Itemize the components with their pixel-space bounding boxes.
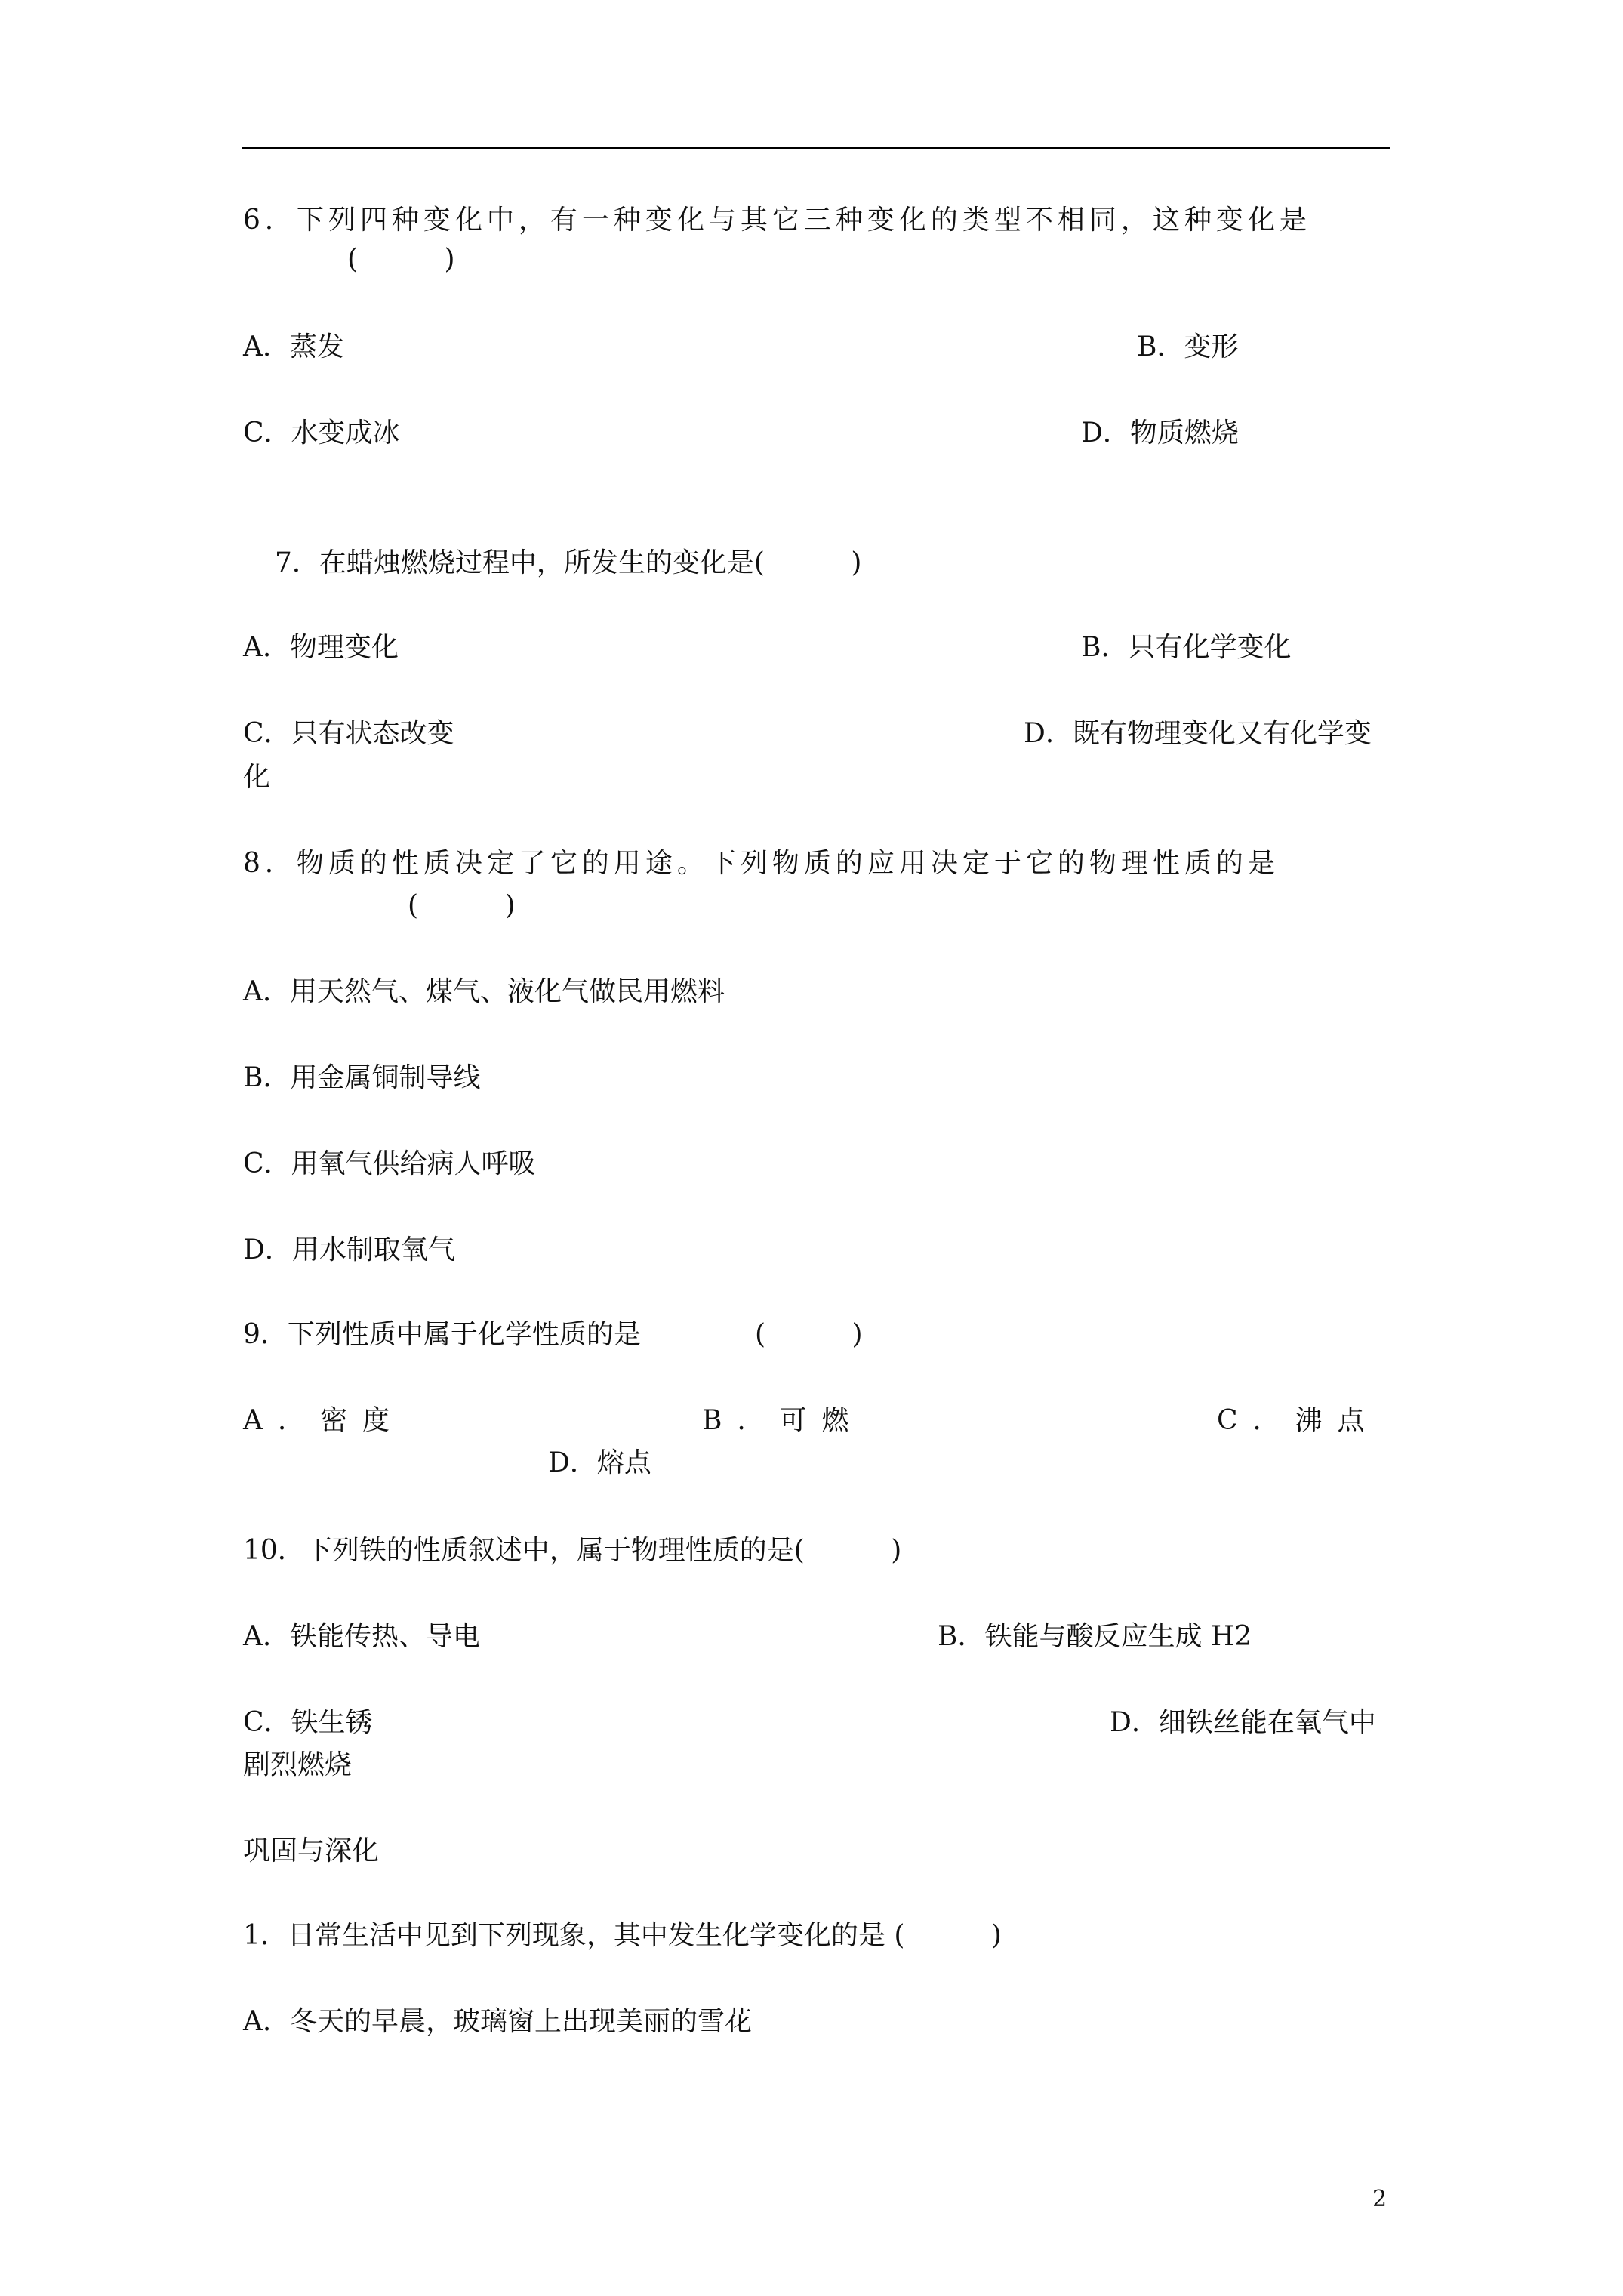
question-7-option-d-continued: 化	[243, 762, 271, 793]
question-8-option-a: A．用天然气、煤气、液化气做民用燃料	[243, 976, 725, 1007]
question-7-option-b: B．只有化学变化	[1081, 632, 1292, 663]
question-9-option-c: C．沸点	[1217, 1405, 1380, 1436]
question-10-option-a: A．铁能传热、导电	[243, 1621, 480, 1652]
section-question-1-option-a: A．冬天的早晨，玻璃窗上出现美丽的雪花	[243, 2006, 752, 2037]
question-6-option-a: A．蒸发	[243, 331, 344, 362]
question-8-answer-blank: ( )	[408, 890, 516, 921]
question-9-option-b: B．可燃	[702, 1405, 864, 1436]
question-9-option-d: D．熔点	[548, 1447, 651, 1478]
question-6-stem: 6．下列四种变化中，有一种变化与其它三种变化的类型不相同，这种变化是	[243, 205, 1311, 236]
header-rule	[242, 147, 1390, 149]
question-8-option-d: D．用水制取氧气	[243, 1234, 455, 1265]
question-10-option-b: B．铁能与酸反应生成 H2	[938, 1621, 1252, 1652]
question-10-stem: 10．下列铁的性质叙述中，属于物理性质的是( )	[243, 1535, 902, 1566]
question-6-option-b: B．变形	[1137, 331, 1239, 362]
question-6-answer-blank: ( )	[347, 244, 455, 275]
question-10-option-d: D．细铁丝能在氧气中	[1110, 1707, 1376, 1738]
question-10-option-d-continued: 剧烈燃烧	[243, 1749, 353, 1780]
question-9-option-a: A．密度	[243, 1405, 405, 1436]
question-8-option-b: B．用金属铜制导线	[243, 1062, 481, 1093]
question-7-option-d: D．既有物理变化又有化学变	[1024, 718, 1372, 749]
section-question-1-stem: 1．日常生活中见到下列现象，其中发生化学变化的是 ( )	[243, 1920, 1002, 1951]
question-8-stem: 8．物质的性质决定了它的用途。下列物质的应用决定于它的物理性质的是	[243, 848, 1280, 879]
question-10-option-c: C．铁生锈	[243, 1707, 373, 1738]
question-7-option-a: A．物理变化	[243, 632, 399, 663]
question-8-option-c: C．用氧气供给病人呼吸	[243, 1148, 536, 1179]
page-number: 2	[1372, 2186, 1387, 2212]
question-6-option-d: D．物质燃烧	[1081, 418, 1239, 448]
question-6-option-c: C．水变成冰	[243, 418, 400, 448]
question-7-option-c: C．只有状态改变	[243, 718, 454, 749]
question-9-stem: 9．下列性质中属于化学性质的是	[243, 1319, 641, 1350]
question-7-stem: 7．在蜡烛燃烧过程中，所发生的变化是( )	[275, 547, 862, 578]
section-heading: 巩固与深化	[243, 1835, 380, 1866]
question-9-answer-blank: ( )	[755, 1319, 863, 1350]
